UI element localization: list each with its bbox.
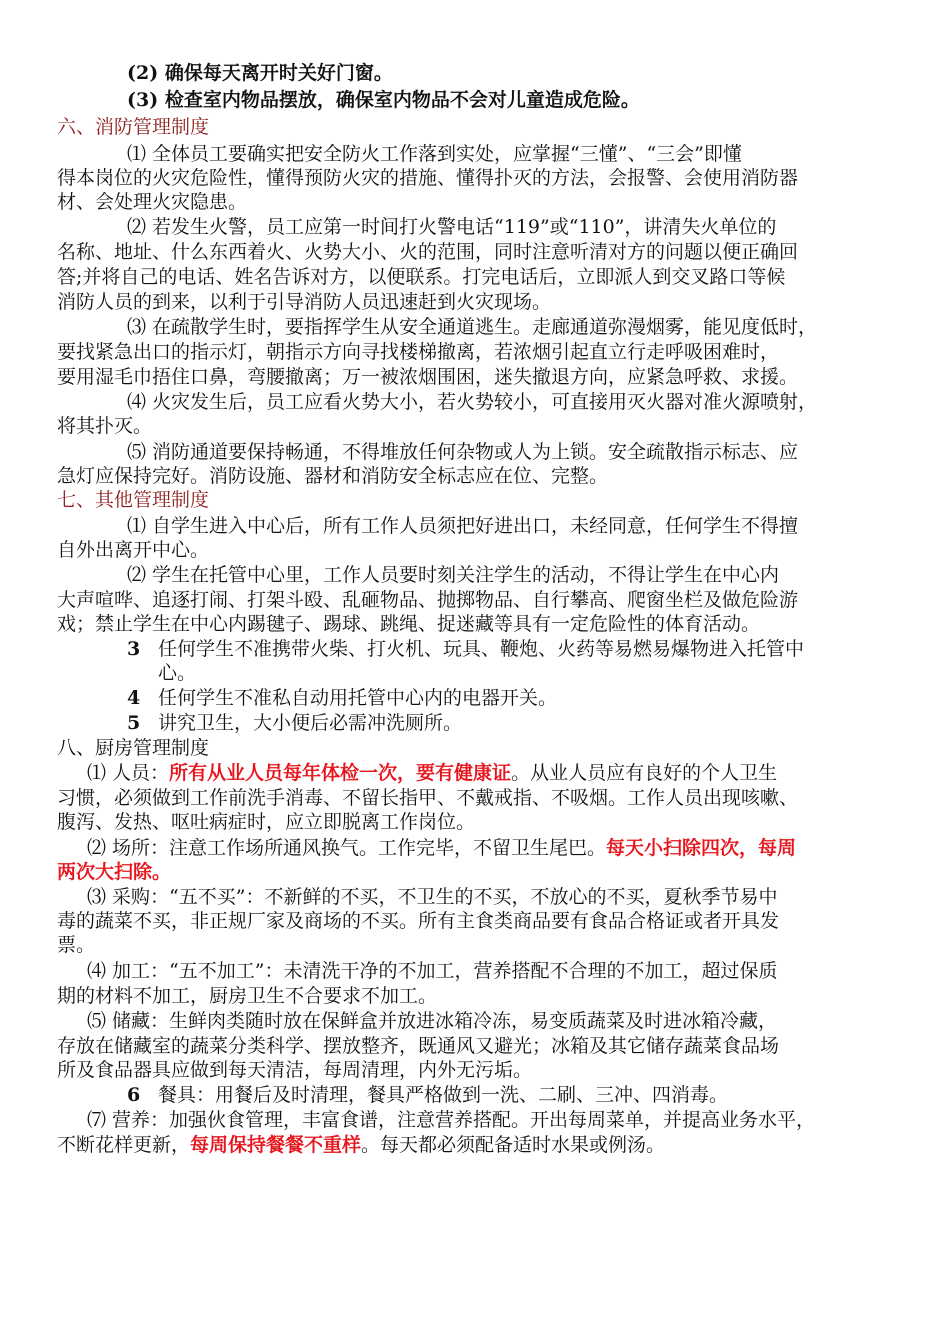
s7-p2-l3: 戏；禁止学生在中心内踢毽子、踢球、跳绳、捉迷藏等具有一定危险性的体育活动。 (57, 613, 761, 635)
s6-p4-l2: 将其扑灭。 (57, 415, 153, 437)
s6-p3-l2: 要找紧急出口的指示灯，朝指示方向寻找楼梯撤离，若浓烟引起直立行走呼吸困难时， (57, 341, 780, 363)
s8-p7-highlight: 每周保持餐餐不重样 (190, 1134, 362, 1156)
s6-p3-l1: ⑶ 在疏散学生时，要指挥学生从安全通道逃生。走廊通道弥漫烟雾，能见度低时， (127, 316, 818, 338)
s8-p1-tail: 。从业人员应有良好的个人卫生 (511, 762, 778, 784)
s8-p2-l1 (87, 836, 796, 860)
s8-p7-lead: 不断花样更新， (57, 1134, 191, 1156)
s6-p1-l1: ⑴ 全体员工要确实把安全防火工作落到实处，应掌握“三懂”、“三会”即懂 (127, 143, 742, 165)
s6-p1-l3: 材、会处理火灾隐患。 (57, 191, 248, 213)
s8-p3-l1: ⑶ 采购：“五不买”：不新鲜的不买，不卫生的不买，不放心的不买，夏秋季节易中 (87, 886, 778, 908)
s6-p2-l2: 名称、地址、什么东西着火、火势大小、火的范围，同时注意听清对方的问题以便正确回 (57, 241, 799, 263)
s7-p4: 任何学生不准私自动用托管中心内的电器开关。 (158, 687, 558, 709)
s8-p5-l3: 所及食品器具应做到每天清洁，每周清理，内外无污垢。 (57, 1059, 533, 1081)
s8-p6: 餐具：用餐后及时清理，餐具严格做到一洗、二刷、三冲、四消毒。 (158, 1084, 729, 1106)
s8-p4-l1: ⑷ 加工：“五不加工”：未清洗干净的不加工，营养搭配不合理的不加工，超过保质 (87, 960, 778, 982)
s6-p1-l2: 得本岗位的火灾危险性，懂得预防火灾的措施、懂得扑灭的方法，会报警、会使用消防器 (57, 167, 799, 189)
s8-p5-l1: ⑸ 储藏：生鲜肉类随时放在保鲜盒并放进冰箱冷冻，易变质蔬菜及时进冰箱冷藏， (87, 1010, 778, 1032)
s8-p7-l1: ⑺ 营养：加强伙食管理，丰富食谱，注意营养搭配。开出每周菜单，并提高业务水平， (87, 1109, 816, 1131)
s7-p1-l1: ⑴ 自学生进入中心后，所有工作人员须把好进出口，未经同意，任何学生不得擅 (127, 515, 799, 537)
s8-p2-highlight-1: 每天小扫除四次，每周 (606, 837, 797, 859)
s8-p4-l2: 期的材料不加工，厨房卫生不合要求不加工。 (57, 985, 438, 1007)
s7-item-number-4: 4 (127, 687, 141, 709)
s6-p5-l1: ⑸ 消防通道要保持畅通，不得堆放任何杂物或人为上锁。安全疏散指示标志、应 (127, 441, 799, 463)
s7-p5: 讲究卫生，大小便后必需冲洗厕所。 (158, 712, 463, 734)
s8-p1-lead: ⑴ 人员： (87, 762, 170, 784)
section-6-heading: 六、消防管理制度 (57, 116, 210, 138)
s5-item-3: (3) 检查室内物品摆放，确保室内物品不会对儿童造成危险。 (127, 89, 640, 111)
s6-p2-l1: ⑵ 若发生火警，员工应第一时间打火警电话“119”或“110”，讲清失火单位的 (127, 216, 777, 238)
s7-p3-l1: 任何学生不准携带火柴、打火机、玩具、鞭炮、火药等易燃易爆物进入托管中 (158, 638, 805, 660)
s8-p3-l3: 票。 (57, 934, 96, 956)
s8-p1-l1 (87, 761, 777, 785)
s8-p5-l2: 存放在储藏室的蔬菜分类科学、摆放整齐，既通风又避光；冰箱及其它储存蔬菜食品场 (57, 1035, 780, 1057)
s7-item-number-5: 5 (127, 712, 141, 734)
s7-p2-l1: ⑵ 学生在托管中心里，工作人员要时刻关注学生的活动，不得让学生在中心内 (127, 564, 780, 586)
s6-p5-l2: 急灯应保持完好。消防设施、器材和消防安全标志应在位、完整。 (57, 465, 609, 487)
s6-p3-l3: 要用湿毛巾捂住口鼻，弯腰撤离；万一被浓烟围困，迷失撤退方向，应紧急呼救、求援。 (57, 366, 799, 388)
s8-p1-highlight: 所有从业人员每年体检一次，要有健康证 (169, 762, 512, 784)
s6-p4-l1: ⑷ 火灾发生后，员工应看火势大小，若火势较小，可直接用灭火器对准火源喷射， (127, 391, 818, 413)
s8-p2-highlight-2: 两次大扫除。 (57, 861, 172, 883)
section-7-heading: 七、其他管理制度 (57, 489, 210, 511)
s5-item-2: (2) 确保每天离开时关好门窗。 (127, 62, 393, 84)
s6-p2-l4: 消防人员的到来，以利于引导消防人员迅速赶到火灾现场。 (57, 291, 552, 313)
s7-p2-l2: 大声喧哗、追逐打闹、打架斗殴、乱砸物品、抛掷物品、自行攀高、爬窗坐栏及做危险游 (57, 589, 799, 611)
s7-p3-l2: 心。 (158, 662, 197, 684)
s8-p1-l3: 腹泻、发热、呕吐病症时，应立即脱离工作岗位。 (57, 811, 476, 833)
s8-p3-l2: 毒的蔬菜不买，非正规厂家及商场的不买。所有主食类商品要有食品合格证或者开具发 (57, 910, 780, 932)
section-8-heading: 八、厨房管理制度 (57, 737, 210, 759)
s8-p7-l2 (57, 1133, 665, 1157)
s7-item-number-3: 3 (127, 638, 141, 660)
s6-p2-l3: 答;并将自己的电话、姓名告诉对方，以便联系。打完电话后，立即派人到交叉路口等候 (57, 266, 786, 288)
s8-p1-l2: 习惯，必须做到工作前洗手消毒、不留长指甲、不戴戒指、不吸烟。工作人员出现咳嗽、 (57, 787, 799, 809)
s8-item-number-6: 6 (127, 1084, 141, 1106)
s7-p1-l2: 自外出离开中心。 (57, 539, 210, 561)
s8-p7-tail: 。每天都必须配备适时水果或例汤。 (361, 1134, 666, 1156)
s8-p2-lead: ⑵ 场所：注意工作场所通风换气。工作完毕，不留卫生尾巴。 (87, 837, 607, 859)
